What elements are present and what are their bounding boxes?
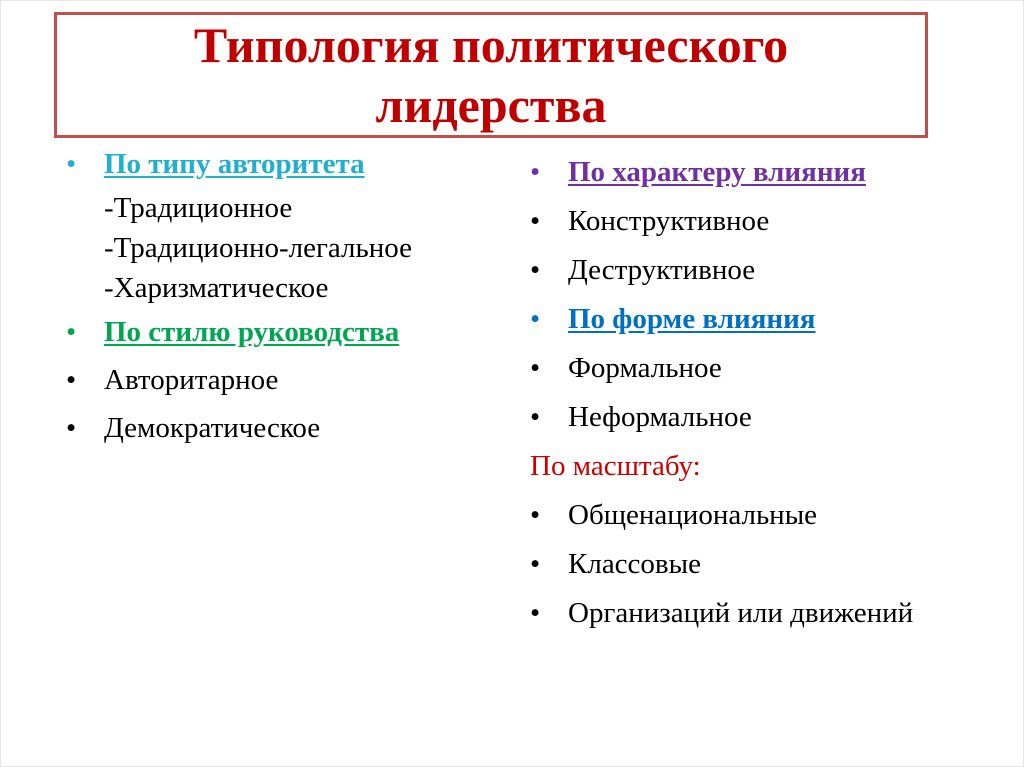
right-column xyxy=(530,156,1022,646)
authority-heading: По типу авторитета xyxy=(104,148,365,180)
style-heading-row xyxy=(66,316,516,364)
bullet: • xyxy=(66,412,77,444)
slide-title: Типология политического лидерства xyxy=(193,17,789,133)
influence-form-item: Неформальное xyxy=(568,401,752,433)
influence-character-heading-row xyxy=(530,156,1022,205)
authority-heading-row xyxy=(66,148,516,188)
bullet: • xyxy=(530,597,541,629)
list-item xyxy=(530,401,1022,450)
list-item xyxy=(530,499,1022,548)
influence-form-heading: По форме влияния xyxy=(568,303,816,335)
authority-item: -Традиционно-легальное xyxy=(104,232,412,264)
influence-character-item: Деструктивное xyxy=(568,254,756,286)
authority-item: -Традиционное xyxy=(104,192,293,224)
list-item xyxy=(530,254,1022,303)
scale-item: Организаций или движений xyxy=(568,597,914,629)
list-item xyxy=(530,352,1022,401)
influence-character-heading: По характеру влияния xyxy=(568,156,866,188)
bullet: • xyxy=(530,352,541,384)
influence-form-item: Формальное xyxy=(568,352,722,384)
influence-form-heading-row xyxy=(530,303,1022,352)
bullet: • xyxy=(530,205,541,237)
influence-character-item: Конструктивное xyxy=(568,205,770,237)
title-box xyxy=(54,12,928,138)
list-item xyxy=(530,548,1022,597)
style-heading: По стилю руководства xyxy=(104,316,400,348)
bullet: • xyxy=(530,401,541,433)
scale-label: По масштабу: xyxy=(530,450,701,482)
left-column xyxy=(66,148,516,460)
scale-item: Классовые xyxy=(568,548,701,580)
authority-item: -Харизматическое xyxy=(104,272,329,304)
scale-item: Общенациональные xyxy=(568,499,818,531)
list-item xyxy=(530,205,1022,254)
list-item xyxy=(66,412,516,460)
list-item xyxy=(530,597,1022,646)
style-item: Авторитарное xyxy=(104,364,279,396)
bullet: • xyxy=(66,316,77,348)
list-item xyxy=(66,364,516,412)
bullet: • xyxy=(530,499,541,531)
bullet: • xyxy=(530,156,541,188)
bullet: • xyxy=(66,364,77,396)
style-item: Демократическое xyxy=(104,412,321,444)
bullet: • xyxy=(66,148,77,180)
bullet: • xyxy=(530,303,541,335)
bullet: • xyxy=(530,254,541,286)
bullet: • xyxy=(530,548,541,580)
